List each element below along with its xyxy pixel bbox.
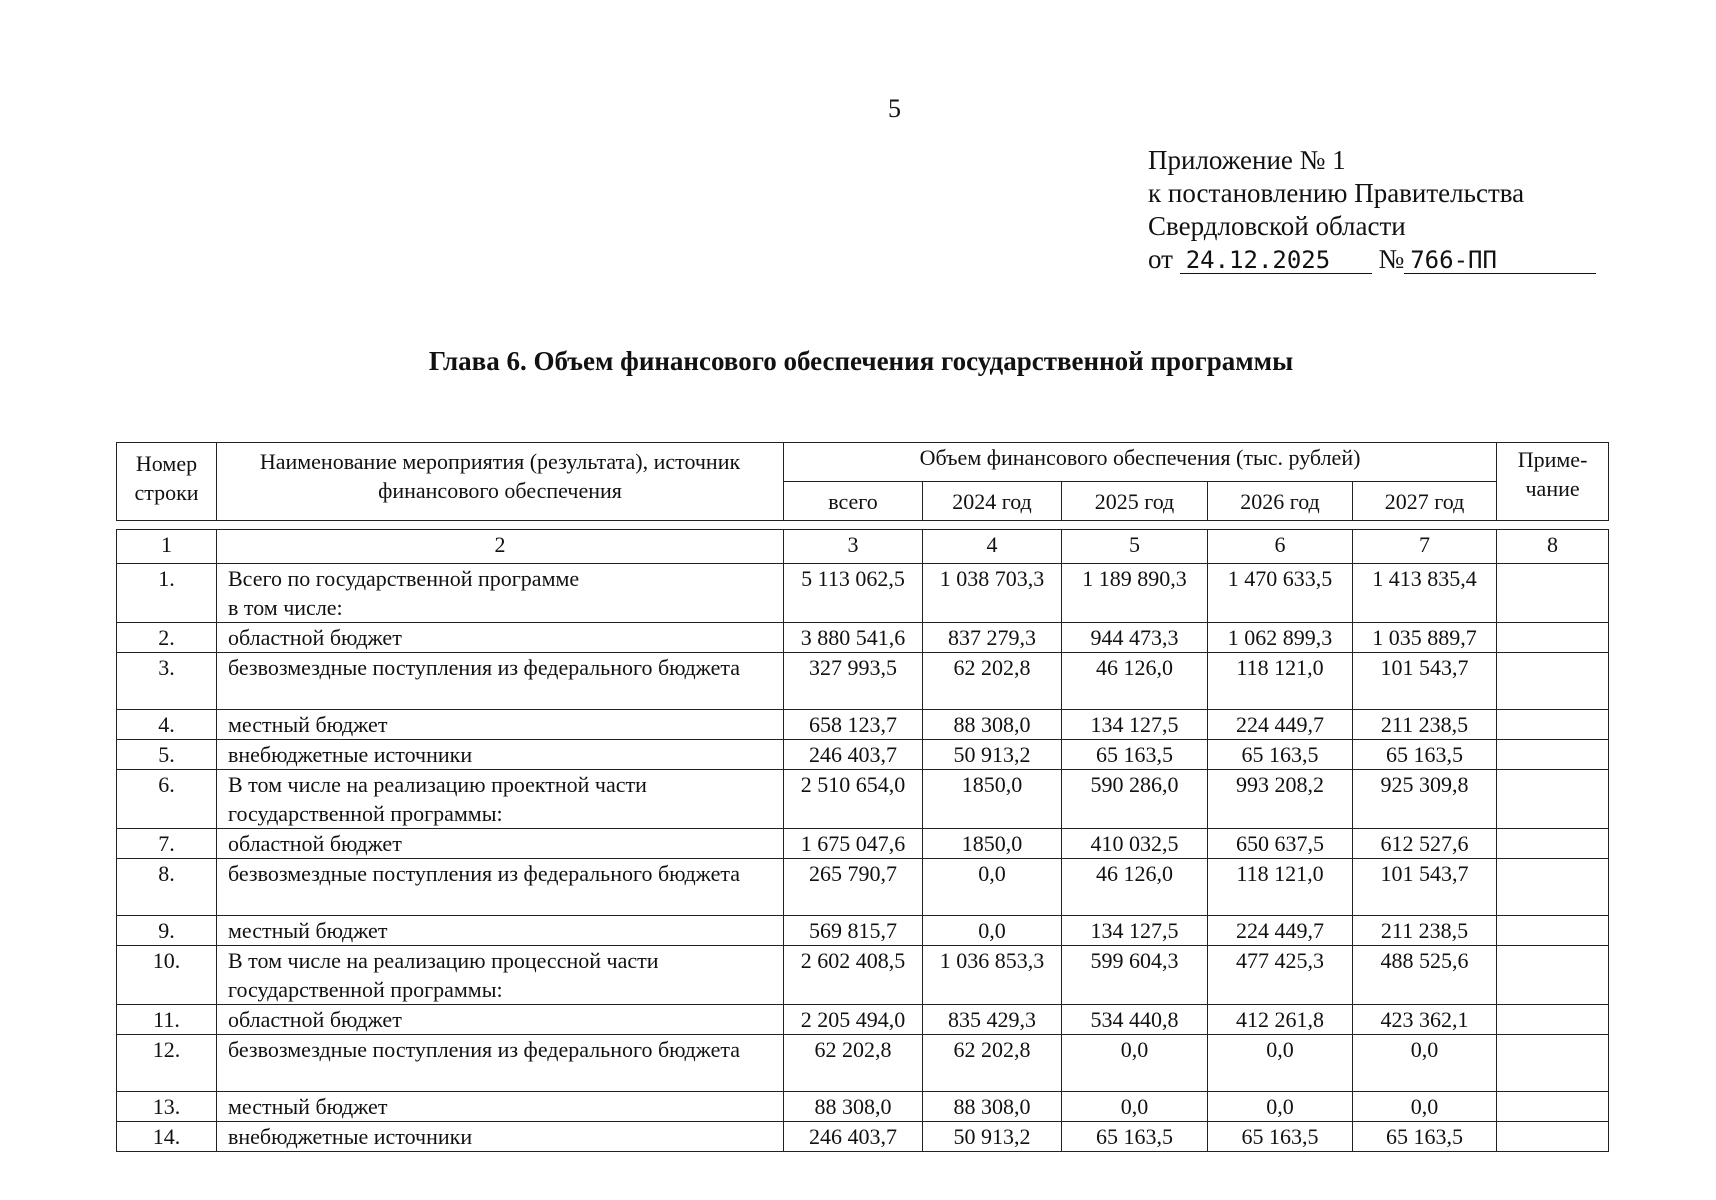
row-name: областной бюджет xyxy=(217,623,784,653)
value-2027: 1 413 835,4 xyxy=(1353,564,1497,623)
row-name: местный бюджет xyxy=(217,916,784,946)
row-number: 1. xyxy=(117,564,217,623)
value-2024: 1 036 853,3 xyxy=(923,946,1062,1005)
table-row xyxy=(117,710,1609,740)
value-2024: 50 913,2 xyxy=(923,740,1062,770)
column-index: 2 xyxy=(217,530,784,564)
appendix-line-1: Приложение № 1 xyxy=(1148,145,1346,175)
date-value: 24.12.2025 xyxy=(1180,247,1372,274)
value-note xyxy=(1497,1092,1609,1122)
value-2026: 118 121,0 xyxy=(1208,653,1353,710)
column-index: 6 xyxy=(1208,530,1353,564)
row-number: 9. xyxy=(117,916,217,946)
row-number: 14. xyxy=(117,1122,217,1152)
appendix-date-line xyxy=(1148,243,1596,276)
value-2026: 224 449,7 xyxy=(1208,710,1353,740)
column-index: 3 xyxy=(784,530,923,564)
value-note xyxy=(1497,564,1609,623)
row-name: областной бюджет xyxy=(217,1005,784,1035)
appendix-block xyxy=(1148,144,1596,276)
value-2026: 224 449,7 xyxy=(1208,916,1353,946)
row-name: безвозмездные поступления из федерального бюджета xyxy=(217,1035,784,1092)
value-2025: 65 163,5 xyxy=(1062,1122,1208,1152)
value-total: 2 602 408,5 xyxy=(784,946,923,1005)
value-2024: 1850,0 xyxy=(923,770,1062,829)
row-name: внебюджетные источники xyxy=(217,740,784,770)
table-header xyxy=(116,442,1609,521)
header-2027: 2027 год xyxy=(1353,482,1497,521)
value-2025: 599 604,3 xyxy=(1062,946,1208,1005)
row-number: 2. xyxy=(117,623,217,653)
value-total: 327 993,5 xyxy=(784,653,923,710)
value-2025: 46 126,0 xyxy=(1062,653,1208,710)
value-2025: 944 473,3 xyxy=(1062,623,1208,653)
row-number: 13. xyxy=(117,1092,217,1122)
column-index: 8 xyxy=(1497,530,1609,564)
date-prefix: от xyxy=(1148,244,1173,274)
value-2025: 410 032,5 xyxy=(1062,829,1208,859)
row-name: В том числе на реализацию проектной части государственной программы: xyxy=(217,770,784,829)
value-2026: 0,0 xyxy=(1208,1035,1353,1092)
value-total: 2 510 654,0 xyxy=(784,770,923,829)
value-note xyxy=(1497,829,1609,859)
row-number: 7. xyxy=(117,829,217,859)
row-name: В том числе на реализацию процессной части государственной программы: xyxy=(217,946,784,1005)
header-volume: Объем финансового обеспечения (тыс. рублей) xyxy=(784,443,1497,482)
value-2026: 650 637,5 xyxy=(1208,829,1353,859)
row-name: областной бюджет xyxy=(217,829,784,859)
value-2024: 88 308,0 xyxy=(923,710,1062,740)
table-row xyxy=(117,564,1609,623)
value-2026: 0,0 xyxy=(1208,1092,1353,1122)
value-2024: 1850,0 xyxy=(923,829,1062,859)
value-2026: 65 163,5 xyxy=(1208,740,1353,770)
row-number: 3. xyxy=(117,653,217,710)
value-2025: 590 286,0 xyxy=(1062,770,1208,829)
value-total: 3 880 541,6 xyxy=(784,623,923,653)
value-total: 5 113 062,5 xyxy=(784,564,923,623)
value-2025: 1 189 890,3 xyxy=(1062,564,1208,623)
value-2025: 134 127,5 xyxy=(1062,916,1208,946)
appendix-line-2: к постановлению Правительства xyxy=(1148,178,1525,208)
value-2025: 534 440,8 xyxy=(1062,1005,1208,1035)
value-total: 246 403,7 xyxy=(784,740,923,770)
value-2027: 65 163,5 xyxy=(1353,1122,1497,1152)
value-total: 1 675 047,6 xyxy=(784,829,923,859)
value-2025: 134 127,5 xyxy=(1062,710,1208,740)
value-2027: 211 238,5 xyxy=(1353,916,1497,946)
value-total: 265 790,7 xyxy=(784,859,923,916)
column-index: 5 xyxy=(1062,530,1208,564)
chapter-title: Глава 6. Объем финансового обеспечения государственной программы xyxy=(428,346,1294,376)
table-row xyxy=(117,946,1609,1005)
column-index: 4 xyxy=(923,530,1062,564)
header-row-number: Номер строки xyxy=(117,443,217,521)
value-note xyxy=(1497,916,1609,946)
value-2027: 101 543,7 xyxy=(1353,653,1497,710)
row-number: 5. xyxy=(117,740,217,770)
value-2026: 65 163,5 xyxy=(1208,1122,1353,1152)
value-total: 658 123,7 xyxy=(784,710,923,740)
value-note xyxy=(1497,859,1609,916)
value-2024: 0,0 xyxy=(923,859,1062,916)
value-2027: 925 309,8 xyxy=(1353,770,1497,829)
column-index: 1 xyxy=(117,530,217,564)
row-number: 8. xyxy=(117,859,217,916)
value-note xyxy=(1497,946,1609,1005)
row-name: безвозмездные поступления из федерального бюджета xyxy=(217,653,784,710)
value-2026: 118 121,0 xyxy=(1208,859,1353,916)
table-row xyxy=(117,623,1609,653)
value-2024: 62 202,8 xyxy=(923,653,1062,710)
value-2027: 0,0 xyxy=(1353,1035,1497,1092)
header-total: всего xyxy=(784,482,923,521)
value-2024: 62 202,8 xyxy=(923,1035,1062,1092)
value-2027: 1 035 889,7 xyxy=(1353,623,1497,653)
row-name: внебюджетные источники xyxy=(217,1122,784,1152)
row-name: местный бюджет xyxy=(217,710,784,740)
table-row xyxy=(117,829,1609,859)
value-2025: 0,0 xyxy=(1062,1035,1208,1092)
row-number: 4. xyxy=(117,710,217,740)
number-value: 766-ПП xyxy=(1404,247,1596,274)
value-2024: 1 038 703,3 xyxy=(923,564,1062,623)
table-row xyxy=(117,1035,1609,1092)
value-2024: 0,0 xyxy=(923,916,1062,946)
value-2026: 1 470 633,5 xyxy=(1208,564,1353,623)
value-note xyxy=(1497,710,1609,740)
number-prefix: № xyxy=(1378,244,1405,274)
row-name: Всего по государственной программе в том числе: xyxy=(217,564,784,623)
value-note xyxy=(1497,623,1609,653)
value-2025: 65 163,5 xyxy=(1062,740,1208,770)
value-2027: 0,0 xyxy=(1353,1092,1497,1122)
value-note xyxy=(1497,740,1609,770)
header-name: Наименование мероприятия (результата), источник финансового обеспечения xyxy=(217,443,784,521)
value-2027: 101 543,7 xyxy=(1353,859,1497,916)
value-total: 569 815,7 xyxy=(784,916,923,946)
value-total: 2 205 494,0 xyxy=(784,1005,923,1035)
value-note xyxy=(1497,653,1609,710)
row-number: 11. xyxy=(117,1005,217,1035)
value-2025: 0,0 xyxy=(1062,1092,1208,1122)
value-2024: 835 429,3 xyxy=(923,1005,1062,1035)
table-row xyxy=(117,770,1609,829)
value-2024: 50 913,2 xyxy=(923,1122,1062,1152)
value-2024: 837 279,3 xyxy=(923,623,1062,653)
row-number: 6. xyxy=(117,770,217,829)
row-name: местный бюджет xyxy=(217,1092,784,1122)
column-index-row xyxy=(117,530,1609,564)
value-2025: 46 126,0 xyxy=(1062,859,1208,916)
value-2027: 423 362,1 xyxy=(1353,1005,1497,1035)
value-2024: 88 308,0 xyxy=(923,1092,1062,1122)
row-number: 10. xyxy=(117,946,217,1005)
value-note xyxy=(1497,1122,1609,1152)
value-2027: 211 238,5 xyxy=(1353,710,1497,740)
value-2027: 65 163,5 xyxy=(1353,740,1497,770)
value-total: 62 202,8 xyxy=(784,1035,923,1092)
value-2026: 412 261,8 xyxy=(1208,1005,1353,1035)
value-2026: 993 208,2 xyxy=(1208,770,1353,829)
value-2027: 488 525,6 xyxy=(1353,946,1497,1005)
header-2026: 2026 год xyxy=(1208,482,1353,521)
table-row xyxy=(117,1005,1609,1035)
appendix-line-3: Свердловской области xyxy=(1148,211,1406,241)
header-2025: 2025 год xyxy=(1062,482,1208,521)
finance-table xyxy=(116,529,1609,1152)
row-number: 12. xyxy=(117,1035,217,1092)
value-note xyxy=(1497,770,1609,829)
value-total: 88 308,0 xyxy=(784,1092,923,1122)
table-row xyxy=(117,740,1609,770)
table-row xyxy=(117,859,1609,916)
header-2024: 2024 год xyxy=(923,482,1062,521)
table-row xyxy=(117,653,1609,710)
value-2026: 1 062 899,3 xyxy=(1208,623,1353,653)
table-row xyxy=(117,1122,1609,1152)
table-row xyxy=(117,916,1609,946)
value-note xyxy=(1497,1035,1609,1092)
value-total: 246 403,7 xyxy=(784,1122,923,1152)
row-name: безвозмездные поступления из федерального бюджета xyxy=(217,859,784,916)
header-note: Приме-чание xyxy=(1497,443,1609,521)
value-2027: 612 527,6 xyxy=(1353,829,1497,859)
column-index: 7 xyxy=(1353,530,1497,564)
page-number: 5 xyxy=(888,94,901,123)
value-2026: 477 425,3 xyxy=(1208,946,1353,1005)
table-row xyxy=(117,1092,1609,1122)
value-note xyxy=(1497,1005,1609,1035)
